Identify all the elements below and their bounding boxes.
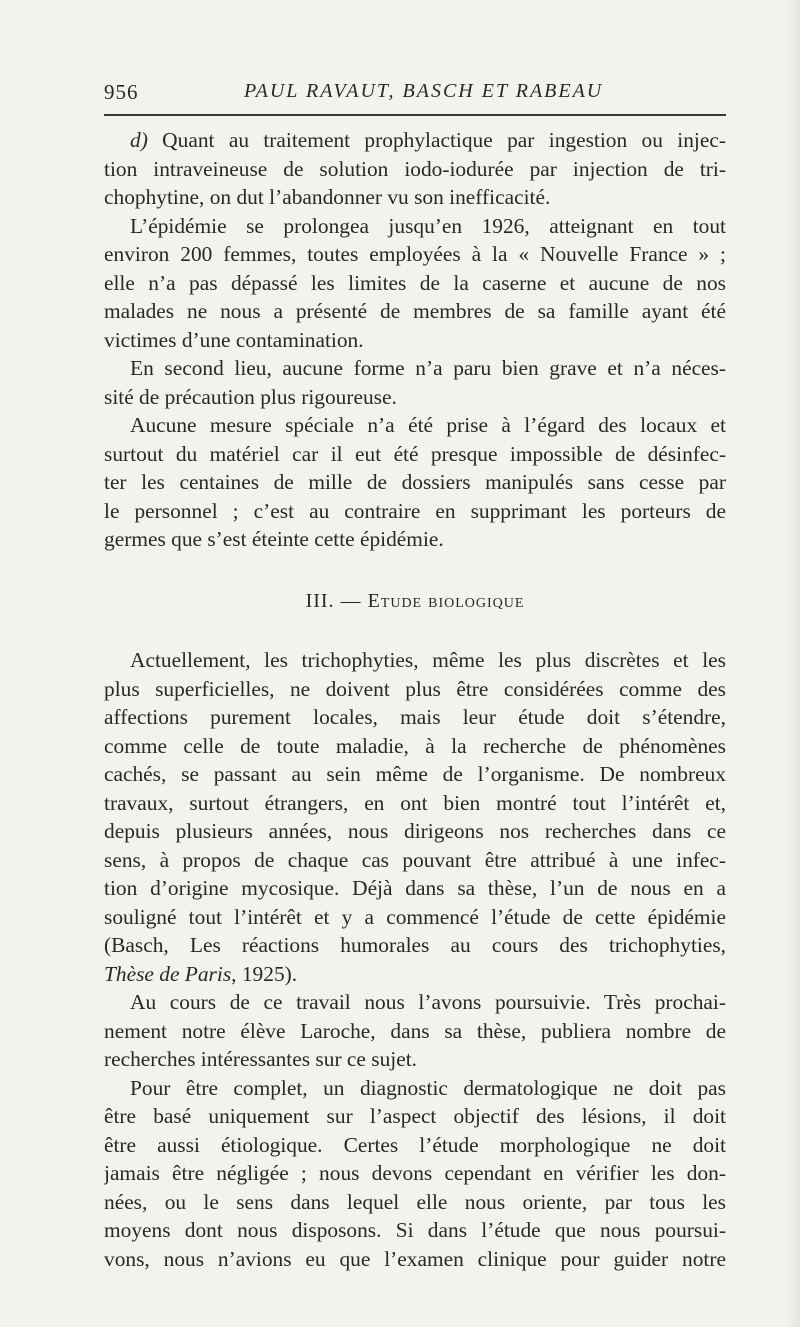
text-line: En second lieu, aucune forme n’a paru bien grave et n’a néces- (130, 356, 726, 380)
text-line: depuis plusieurs années, nous dirigeons nos recherches dans ce (104, 819, 726, 843)
text-line: (Basch, Les réactions humorales au cours des trichophyties, (104, 933, 726, 957)
text-line: nement notre élève Laroche, dans sa thèse, publiera nombre de (104, 1018, 726, 1043)
text-line: environ 200 femmes, toutes employées à la « Nouvelle France » ; (104, 242, 726, 266)
text-line: recherches intéressantes sur ce sujet. (104, 1047, 417, 1071)
body-text (104, 126, 726, 1273)
running-header (104, 80, 726, 116)
text-line: ter les centaines de mille de dossiers manipulés sans cesse par (104, 470, 726, 494)
text-line: moyens dont nous disposons. Si dans l’étude que nous poursui- (104, 1218, 726, 1242)
text-line (104, 960, 726, 989)
citation-title: Thèse de Paris (104, 961, 232, 986)
text-line: souligné tout l’intérêt et y a commencé l’étude de cette épidémie (104, 904, 726, 929)
text-line: Aucune mesure spéciale n’a été prise à l’égard des locaux et (130, 413, 726, 437)
text-fragment: , 1925). (231, 961, 298, 986)
list-label: d) (130, 128, 148, 152)
text-line: tion d’origine mycosique. Déjà dans sa thèse, l’un de nous en a (104, 876, 726, 900)
text-line: affections purement locales, mais leur étude doit s’étendre, (104, 705, 726, 729)
text-line: travaux, surtout étrangers, en ont bien montré tout l’intérêt et, (104, 790, 726, 815)
text-line: L’épidémie se prolongea jusqu’en 1926, atteignant en tout (130, 213, 726, 238)
text-line: tion intraveineuse de solution iodo-iodurée par injection de tri- (104, 156, 726, 181)
text-fragment: Quant au traitement prophylactique par ingestion ou injec- (147, 128, 726, 152)
text-line: germes que s’est éteinte cette épidémie. (104, 527, 444, 551)
text-line: malades ne nous a présenté de membres de sa famille ayant été (104, 299, 726, 323)
text-line: sité de précaution plus rigoureuse. (104, 384, 397, 409)
section-heading (104, 587, 726, 616)
page-edge-shadow (786, 0, 800, 1327)
text-line: Actuellement, les trichophyties, même les plus discrètes et les (130, 648, 726, 672)
text-line: comme celle de toute maladie, à la recherche de phénomènes (104, 733, 726, 758)
text-line: cachés, se passant au sein même de l’organisme. De nombreux (104, 762, 726, 786)
text-line: le personnel ; c’est au contraire en supprimant les porteurs de (104, 498, 726, 523)
section-numeral: III. — (305, 589, 368, 612)
section-title: Etude biologique (367, 589, 525, 612)
text-line: plus superficielles, ne doivent plus être considérées comme des (104, 676, 726, 701)
running-title: PAUL RAVAUT, BASCH ET RABEAU (244, 80, 604, 102)
text-line: Pour être complet, un diagnostic dermatologique ne doit pas (130, 1075, 726, 1100)
text-line: jamais être négligée ; nous devons cependant en vérifier les don- (104, 1161, 726, 1185)
text-line: être aussi étiologique. Certes l’étude morphologique ne doit (104, 1132, 726, 1157)
text-line: surtout du matériel car il eut été presque impossible de désinfec- (104, 441, 726, 466)
text-line: sens, à propos de chaque cas pouvant être attribué à une infec- (104, 847, 726, 872)
text-line: vons, nous n’avions eu que l’examen clinique pour guider notre (104, 1246, 726, 1271)
text-line: être basé uniquement sur l’aspect objectif des lésions, il doit (104, 1104, 726, 1128)
text-line: victimes d’une contamination. (104, 327, 364, 352)
text-line: chophytine, on dut l’abandonner vu son inefficacité. (104, 185, 551, 209)
text-line (104, 126, 726, 155)
text-line: elle n’a pas dépassé les limites de la caserne et aucune de nos (104, 270, 726, 295)
page-number: 956 (104, 80, 139, 104)
text-line: nées, ou le sens dans lequel elle nous oriente, par tous les (104, 1189, 726, 1214)
text-line: Au cours de ce travail nous l’avons poursuivie. Très prochai- (130, 990, 726, 1014)
